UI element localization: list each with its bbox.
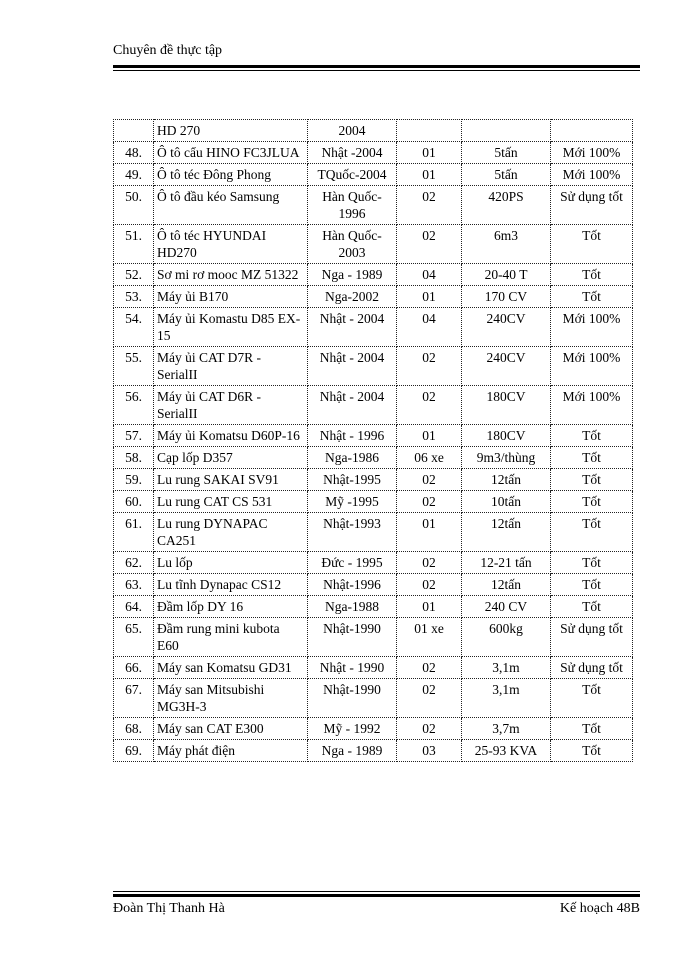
origin-year: Nga - 1989 [308,264,397,286]
table-row [114,186,633,225]
quantity: 01 xe [397,618,462,657]
condition: Tốt [551,469,633,491]
equipment-name: Máy san CAT E300 [154,718,308,740]
equipment-name: Lu rung DYNAPAC CA251 [154,513,308,552]
condition: Tốt [551,740,633,762]
equipment-name: HD 270 [154,120,308,142]
quantity: 02 [397,679,462,718]
table-row [114,308,633,347]
table-row [114,679,633,718]
origin-year: Nhật-1993 [308,513,397,552]
capacity: 10tấn [462,491,551,513]
row-number: 61. [114,513,154,552]
row-number: 48. [114,142,154,164]
equipment-name: Máy ủi Komatsu D60P-16 [154,425,308,447]
page-header-title: Chuyên đề thực tập [113,43,223,58]
equipment-name: Sơ mi rơ mooc MZ 51322 [154,264,308,286]
equipment-name: Lu rung SAKAI SV91 [154,469,308,491]
capacity: 5tấn [462,142,551,164]
equipment-name: Cạp lốp D357 [154,447,308,469]
table-row [114,740,633,762]
row-number: 62. [114,552,154,574]
row-number: 66. [114,657,154,679]
condition: Mới 100% [551,142,633,164]
capacity: 240CV [462,308,551,347]
condition: Tốt [551,491,633,513]
capacity: 180CV [462,425,551,447]
condition: Sử dụng tốt [551,186,633,225]
condition: Mới 100% [551,386,633,425]
capacity: 180CV [462,386,551,425]
row-number: 55. [114,347,154,386]
quantity: 04 [397,308,462,347]
origin-year: Đức - 1995 [308,552,397,574]
table-row [114,286,633,308]
footer-class-name: Kế hoạch 48B [559,901,640,916]
row-number: 58. [114,447,154,469]
equipment-name: Máy ủi Komastu D85 EX-15 [154,308,308,347]
quantity: 02 [397,574,462,596]
table-row [114,552,633,574]
table-row [114,718,633,740]
capacity: 12-21 tấn [462,552,551,574]
equipment-name: Máy phát điện [154,740,308,762]
equipment-name: Đầm rung mini kubota E60 [154,618,308,657]
table-row [114,596,633,618]
equipment-name: Ô tô cẩu HINO FC3JLUA [154,142,308,164]
equipment-name: Máy san Komatsu GD31 [154,657,308,679]
origin-year: Nhật - 2004 [308,347,397,386]
equipment-name: Máy ủi CAT D6R - SerialII [154,386,308,425]
quantity: 01 [397,286,462,308]
origin-year: Hàn Quốc-2003 [308,225,397,264]
row-number: 50. [114,186,154,225]
capacity: 12tấn [462,513,551,552]
condition: Tốt [551,513,633,552]
condition: Tốt [551,574,633,596]
capacity: 3,1m [462,679,551,718]
condition: Mới 100% [551,347,633,386]
equipment-table [113,119,633,762]
table-row [114,386,633,425]
origin-year: Nhật -2004 [308,142,397,164]
equipment-table-body [114,120,633,762]
capacity: 5tấn [462,164,551,186]
quantity: 02 [397,718,462,740]
condition: Sử dụng tốt [551,657,633,679]
table-row [114,425,633,447]
quantity: 02 [397,386,462,425]
table-row [114,657,633,679]
equipment-name: Lu tĩnh Dynapac CS12 [154,574,308,596]
table-row [114,347,633,386]
origin-year: 2004 [308,120,397,142]
quantity: 02 [397,225,462,264]
table-row [114,513,633,552]
row-number: 49. [114,164,154,186]
origin-year: Nhật - 1990 [308,657,397,679]
condition: Tốt [551,264,633,286]
row-number: 57. [114,425,154,447]
condition: Mới 100% [551,308,633,347]
quantity: 01 [397,164,462,186]
table-row [114,469,633,491]
origin-year: Nga-2002 [308,286,397,308]
origin-year: Nga-1988 [308,596,397,618]
table-row [114,618,633,657]
quantity: 02 [397,657,462,679]
capacity: 3,7m [462,718,551,740]
table-row [114,447,633,469]
quantity: 02 [397,552,462,574]
capacity: 12tấn [462,574,551,596]
capacity: 170 CV [462,286,551,308]
capacity: 420PS [462,186,551,225]
equipment-name: Lu rung CAT CS 531 [154,491,308,513]
condition: Tốt [551,286,633,308]
condition: Mới 100% [551,164,633,186]
quantity: 06 xe [397,447,462,469]
row-number: 60. [114,491,154,513]
row-number: 63. [114,574,154,596]
quantity: 02 [397,469,462,491]
quantity: 02 [397,347,462,386]
origin-year: Hàn Quốc-1996 [308,186,397,225]
condition: Tốt [551,447,633,469]
table-row [114,120,633,142]
origin-year: Nga - 1989 [308,740,397,762]
equipment-name: Ô tô téc HYUNDAI HD270 [154,225,308,264]
table-row [114,164,633,186]
row-number: 54. [114,308,154,347]
table-row [114,142,633,164]
origin-year: Nga-1986 [308,447,397,469]
quantity: 01 [397,425,462,447]
quantity: 01 [397,513,462,552]
condition: Tốt [551,552,633,574]
capacity: 600kg [462,618,551,657]
quantity: 04 [397,264,462,286]
equipment-name: Máy ủi B170 [154,286,308,308]
origin-year: Nhật - 1996 [308,425,397,447]
equipment-name: Lu lốp [154,552,308,574]
row-number: 59. [114,469,154,491]
capacity: 20-40 T [462,264,551,286]
row-number [114,120,154,142]
origin-year: Nhật - 2004 [308,308,397,347]
capacity: 9m3/thùng [462,447,551,469]
row-number: 52. [114,264,154,286]
quantity: 01 [397,142,462,164]
row-number: 51. [114,225,154,264]
quantity: 02 [397,491,462,513]
table-row [114,264,633,286]
quantity: 01 [397,596,462,618]
row-number: 56. [114,386,154,425]
row-number: 65. [114,618,154,657]
equipment-name: Ô tô téc Đông Phong [154,164,308,186]
condition [551,120,633,142]
row-number: 69. [114,740,154,762]
condition: Tốt [551,679,633,718]
capacity: 6m3 [462,225,551,264]
quantity: 02 [397,186,462,225]
condition: Tốt [551,718,633,740]
capacity [462,120,551,142]
capacity: 12tấn [462,469,551,491]
row-number: 67. [114,679,154,718]
condition: Tốt [551,425,633,447]
footer-author: Đoàn Thị Thanh Hà [113,901,225,916]
row-number: 68. [114,718,154,740]
equipment-name: Ô tô đầu kéo Samsung [154,186,308,225]
condition: Tốt [551,596,633,618]
origin-year: Nhật-1990 [308,618,397,657]
quantity [397,120,462,142]
equipment-name: Đầm lốp DY 16 [154,596,308,618]
equipment-name: Máy ủi CAT D7R - SerialII [154,347,308,386]
capacity: 25-93 KVA [462,740,551,762]
table-row [114,225,633,264]
origin-year: Mỹ - 1992 [308,718,397,740]
capacity: 240 CV [462,596,551,618]
footer-divider [113,891,640,897]
equipment-name: Máy san Mitsubishi MG3H-3 [154,679,308,718]
origin-year: Nhật-1995 [308,469,397,491]
condition: Tốt [551,225,633,264]
row-number: 64. [114,596,154,618]
quantity: 03 [397,740,462,762]
capacity: 3,1m [462,657,551,679]
condition: Sử dụng tốt [551,618,633,657]
origin-year: Nhật-1996 [308,574,397,596]
origin-year: Nhật - 2004 [308,386,397,425]
header-divider [113,65,640,71]
origin-year: TQuốc-2004 [308,164,397,186]
row-number: 53. [114,286,154,308]
origin-year: Mỹ -1995 [308,491,397,513]
capacity: 240CV [462,347,551,386]
origin-year: Nhật-1990 [308,679,397,718]
table-row [114,574,633,596]
table-row [114,491,633,513]
